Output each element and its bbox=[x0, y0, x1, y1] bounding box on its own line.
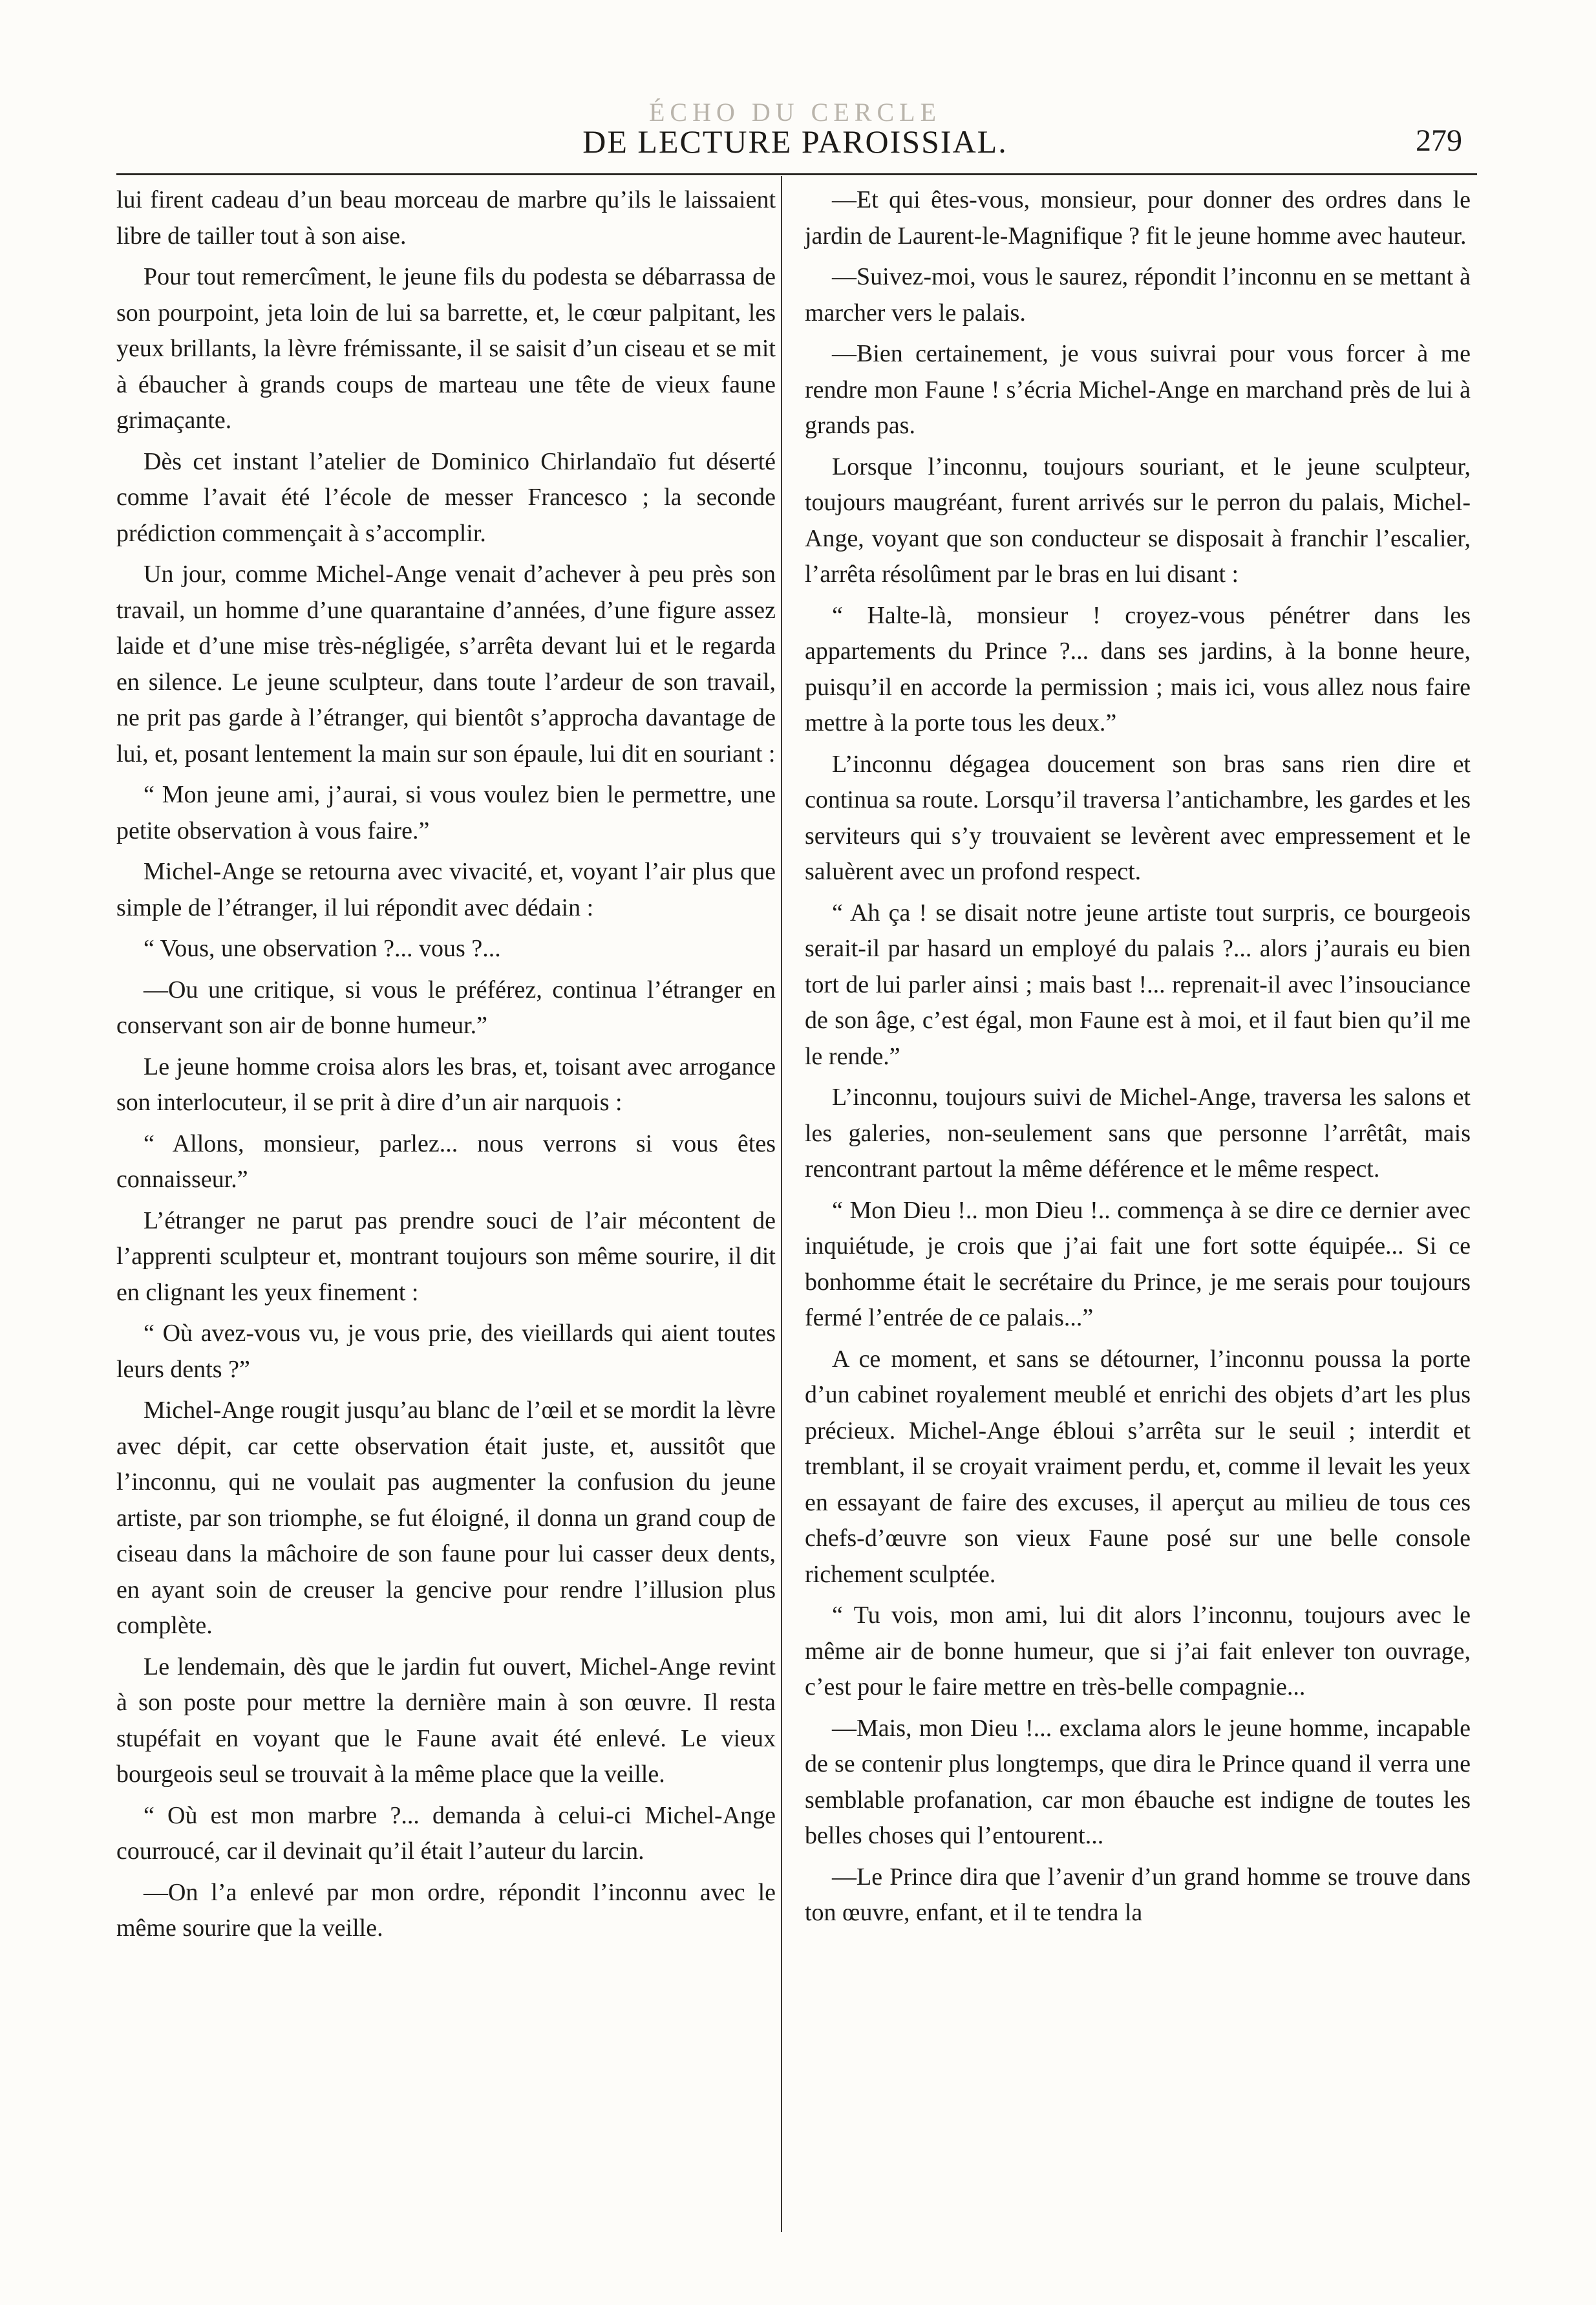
paragraph: Le lendemain, dès que le jardin fut ouvert, Michel-Ange revint à son poste pour mettre la dernière main à son œuvre. Il resta stupéfait en voyant que le Faune avait été enlevé. Le vieux bourgeois seul se trouvait à la même place que la veille. bbox=[116, 1653, 776, 1788]
left-column bbox=[116, 182, 776, 1952]
paragraph: “ Halte-là, monsieur ! croyez-vous pénétrer dans les appartements du Prince ?... dans ses jardins, à la bonne heure, puisqu’il en accorde la permission ; mais ici, vous allez nous faire mettre à la porte tous les deux.” bbox=[805, 601, 1471, 736]
paragraph: —Bien certainement, je vous suivrai pour vous forcer à me rendre mon Faune ! s’écria Michel-Ange en marchand près de lui à grands pas. bbox=[805, 340, 1471, 439]
paragraph: Lorsque l’inconnu, toujours souriant, et le jeune sculpteur, toujours maugréant, furent arrivés sur le perron du palais, Michel-Ange, voyant que son conducteur se disposait à franchir l’escalier, l’arrêta résolûment par le bras en lui disant : bbox=[805, 453, 1471, 588]
paragraph: “ Où est mon marbre ?... demanda à celui-ci Michel-Ange courroucé, car il devinait qu’il était l’auteur du larcin. bbox=[116, 1801, 776, 1865]
page-number: 279 bbox=[1416, 123, 1462, 158]
paragraph: Dès cet instant l’atelier de Dominico Chirlandaïo fut déserté comme l’avait été l’école de messer Francesco ; la seconde prédiction commençait à s’accomplir. bbox=[116, 447, 776, 547]
paragraph: “ Ah ça ! se disait notre jeune artiste tout surpris, ce bourgeois serait-il par hasard un employé du palais ?... alors j’aurais eu bien tort de lui parler ainsi ; mais bast !... reprenait-il avec l’insouciance de son âge, c’est égal, mon Faune est à moi, et il faut bien qu’il me le rende.” bbox=[805, 899, 1471, 1070]
paragraph: L’étranger ne parut pas prendre souci de l’air mécontent de l’apprenti sculpteur et, montrant toujours son même sourire, il dit en clignant les yeux finement : bbox=[116, 1206, 776, 1306]
paragraph: “ Où avez-vous vu, je vous prie, des vieillards qui aient toutes leurs dents ?” bbox=[116, 1320, 776, 1383]
paragraph: —Suivez-moi, vous le saurez, répondit l’inconnu en se mettant à marcher vers le palais. bbox=[805, 263, 1471, 327]
running-title: DE LECTURE PAROISSIAL. bbox=[582, 123, 1008, 160]
paragraph: “ Mon Dieu !.. mon Dieu !.. commença à se dire ce dernier avec inquiétude, je crois que j’ai fait une fort sotte équipée... Si ce bonhomme était le secrétaire du Prince, je me serais pour toujours fermé l’entrée de ce palais...” bbox=[805, 1196, 1471, 1331]
faded-masthead: ÉCHO DU CERCLE bbox=[649, 98, 941, 127]
paragraph: —Et qui êtes-vous, monsieur, pour donner des ordres dans le jardin de Laurent-le-Magnifique ? fit le jeune homme avec hauteur. bbox=[805, 186, 1471, 250]
paragraph: “ Mon jeune ami, j’aurai, si vous voulez bien le permettre, une petite observation à vous faire.” bbox=[116, 781, 776, 844]
page-header bbox=[116, 97, 1474, 168]
paragraph: Michel-Ange se retourna avec vivacité, et, voyant l’air plus que simple de l’étranger, il lui répondit avec dédain : bbox=[116, 858, 776, 921]
paragraph: “ Tu vois, mon ami, lui dit alors l’inconnu, toujours avec le même air de bonne humeur, que si j’ai fait enlever ton ouvrage, c’est pour le faire mettre en très-belle compagnie... bbox=[805, 1602, 1471, 1700]
paragraph: Pour tout remercîment, le jeune fils du podesta se débarrassa de son pourpoint, jeta loin de lui sa barrette, et, le cœur palpitant, les yeux brillants, la lèvre frémissante, il se saisit d’un ciseau et se mit à ébaucher à grands coups de marteau une tête de vieux faune grimaçante. bbox=[116, 263, 776, 434]
paragraph: L’inconnu, toujours suivi de Michel-Ange, traversa les salons et les galeries, non-seulement sans que personne l’arrêtât, mais rencontrant partout la même déférence et le même respect. bbox=[805, 1084, 1471, 1183]
column-divider bbox=[781, 176, 782, 2232]
paragraph: lui firent cadeau d’un beau morceau de marbre qu’ils le laissaient libre de tailler tout à son aise. bbox=[116, 186, 776, 250]
paragraph: L’inconnu dégagea doucement son bras sans rien dire et continua sa route. Lorsqu’il traversa l’antichambre, les gardes et les serviteurs qui s’y trouvaient se levèrent avec empressement et le saluèrent avec un profond respect. bbox=[805, 750, 1471, 885]
paragraph: —Le Prince dira que l’avenir d’un grand homme se trouve dans ton œuvre, enfant, et il te tendra la bbox=[805, 1863, 1471, 1926]
paragraph: —Ou une critique, si vous le préférez, continua l’étranger en conservant son air de bonne humeur.” bbox=[116, 976, 776, 1039]
paragraph: —On l’a enlevé par mon ordre, répondit l’inconnu avec le même sourire que la veille. bbox=[116, 1878, 776, 1942]
paragraph: “ Allons, monsieur, parlez... nous verrons si vous êtes connaisseur.” bbox=[116, 1130, 776, 1193]
paragraph: A ce moment, et sans se détourner, l’inconnu poussa la porte d’un cabinet royalement meublé et enrichi des objets d’art les plus précieux. Michel-Ange ébloui s’arrêta sur le seuil ; interdit et tremblant, il se croyait vraiment perdu, et, comme il levait les yeux en essayant de faire des excuses, il aperçut au milieu de tous ces chefs-d’œuvre son vieux Faune posé sur une belle console richement sculptée. bbox=[805, 1345, 1471, 1588]
paragraph: —Mais, mon Dieu !... exclama alors le jeune homme, incapable de se contenir plus longtemps, que dira le Prince quand il verra une semblable profanation, car mon ébauche est indigne de toutes les belles choses qui l’entourent... bbox=[805, 1714, 1471, 1849]
right-column bbox=[805, 182, 1471, 1936]
paragraph: Un jour, comme Michel-Ange venait d’achever à peu près son travail, un homme d’une quarantaine d’années, d’une figure assez laide et d’une mise très-négligée, s’arrêta devant lui et le regarda en silence. Le jeune sculpteur, dans toute l’ardeur de son travail, ne prit pas garde à l’étranger, qui bientôt s’approcha davantage de lui, et, posant lentement la main sur son épaule, lui dit en souriant : bbox=[116, 561, 776, 767]
paragraph: “ Vous, une observation ?... vous ?... bbox=[144, 935, 501, 962]
paragraph: Michel-Ange rougit jusqu’au blanc de l’œil et se mordit la lèvre avec dépit, car cette observation était juste, et, aussitôt que l’inconnu, qui ne voulait pas augmenter la confusion du jeune artiste, par son triomphe, se fut éloigné, il donna un grand coup de ciseau dans la mâchoire de son faune pour lui casser deux dents, en ayant soin de creuser la gencive pour rendre l’illusion plus complète. bbox=[116, 1397, 776, 1639]
paragraph: Le jeune homme croisa alors les bras, et, toisant avec arrogance son interlocuteur, il se prit à dire d’un air narquois : bbox=[116, 1053, 776, 1116]
header-rule bbox=[116, 173, 1477, 175]
